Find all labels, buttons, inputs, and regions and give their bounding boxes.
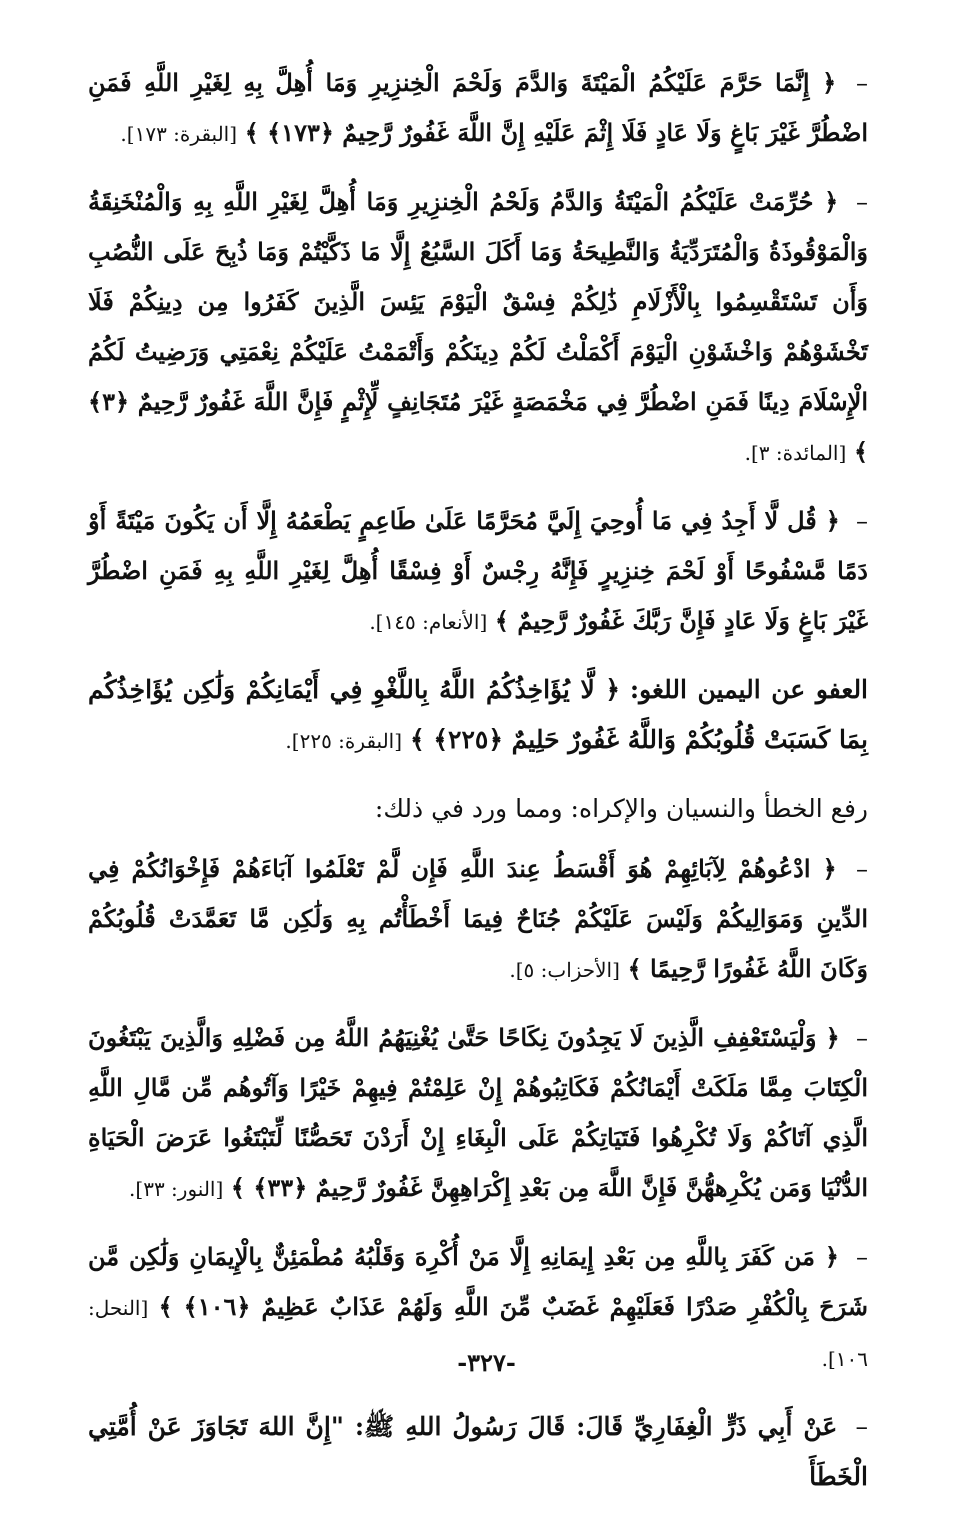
verse-reference: [النحل: ١٠٦]. <box>88 1296 868 1371</box>
verse-reference: [البقرة: ٢٢٥]. <box>285 729 403 753</box>
oath-paragraph <box>88 665 868 766</box>
quran-text: ﴿ مَن كَفَرَ بِاللَّهِ مِن بَعْدِ إِيمَانِهِ إِلَّا مَنْ أُكْرِهَ وَقَلْبُهُ مُطْمَئِنٌّ بِالْإِيمَانِ وَلَٰكِن مَّن شَرَحَ بِالْكُفْرِ صَدْرًا فَعَلَيْهِمْ غَضَبٌ مِّنَ اللَّهِ وَلَهُمْ عَذَابٌ عَظِيمٌ ﴿١٠٦﴾ ﴾ <box>88 1242 868 1321</box>
list-dash: – <box>856 1024 868 1052</box>
quran-text: ﴿ لَّا يُؤَاخِذُكُمُ اللَّهُ بِاللَّغْوِ فِي أَيْمَانِكُمْ وَلَٰكِن يُؤَاخِذُكُم بِمَا كَسَبَتْ قُلُوبُكُمْ وَاللَّهُ غَفُورٌ حَلِيمٌ ﴿٢٢٥﴾ ﴾ <box>88 675 868 754</box>
quran-text: ﴿ ادْعُوهُمْ لِآبَائِهِمْ هُوَ أَقْسَطُ عِندَ اللَّهِ فَإِن لَّمْ تَعْلَمُوا آبَاءَهُمْ فَإِخْوَانُكُمْ فِي الدِّينِ وَمَوَالِيكُمْ وَلَيْسَ عَلَيْكُمْ جُنَاحٌ فِيمَا أَخْطَأْتُم بِهِ وَلَٰكِن مَّا تَعَمَّدَتْ قُلُوبُكُمْ وَكَانَ اللَّهُ غَفُورًا رَّحِيمًا ﴾ <box>88 854 868 983</box>
verse-reference: [الأنعام: ١٤٥]. <box>369 610 488 634</box>
verse-reference: [النور: ٣٣]. <box>129 1177 224 1201</box>
list-dash: – <box>856 855 869 883</box>
section-heading: رفع الخطأ والنسيان والإكراه: ومما ورد في ذلك: <box>374 794 868 823</box>
verse-ahzab-5 <box>88 844 868 995</box>
section-lead: العفو عن اليمين اللغو: <box>629 675 869 704</box>
verse-reference: [المائدة: ٣]. <box>744 441 847 465</box>
quran-text: ﴿ قُل لَّا أَجِدُ فِي مَا أُوحِيَ إِلَيَّ مُحَرَّمًا عَلَىٰ طَاعِمٍ يَطْعَمُهُ إِلَّا أَن يَكُونَ مَيْتَةً أَوْ دَمًا مَّسْفُوحًا أَوْ لَحْمَ خِنزِيرٍ فَإِنَّهُ رِجْسٌ أَوْ فِسْقًا أُهِلَّ لِغَيْرِ اللَّهِ بِهِ فَمَنِ اضْطُرَّ غَيْرَ بَاغٍ وَلَا عَادٍ فَإِنَّ رَبَّكَ غَفُورٌ رَّحِيمٌ ﴾ <box>88 506 868 635</box>
hadith-paragraph <box>88 1402 868 1502</box>
hadith-text: عَنْ أَبِي ذَرٍّ الْغِفَارِيِّ قَالَ: قَالَ رَسُولُ اللهِ ﷺ: "إِنَّ اللهَ تَجَاوَزَ عَنْ أُمَّتِي الْخَطَأَ <box>88 1412 868 1491</box>
verse-reference: [البقرة: ١٧٣]. <box>120 122 238 146</box>
list-dash: – <box>856 188 868 216</box>
list-dash: – <box>856 507 868 535</box>
page-body <box>88 58 868 1520</box>
page-number: -٣٢٧- <box>457 1348 516 1377</box>
list-dash: – <box>855 1412 868 1441</box>
verse-reference: [الأحزاب: ٥]. <box>509 958 620 982</box>
verse-anam-145 <box>88 496 868 647</box>
verse-baqarah-173 <box>88 58 868 159</box>
quran-text: ﴿ وَلْيَسْتَعْفِفِ الَّذِينَ لَا يَجِدُونَ نِكَاحًا حَتَّىٰ يُغْنِيَهُمُ اللَّهُ مِن فَضْلِهِ وَالَّذِينَ يَبْتَغُونَ الْكِتَابَ مِمَّا مَلَكَتْ أَيْمَانُكُمْ فَكَاتِبُوهُمْ إِنْ عَلِمْتُمْ فِيهِمْ خَيْرًا وَآتُوهُم مِّن مَّالِ اللَّهِ الَّذِي آتَاكُمْ وَلَا تُكْرِهُوا فَتَيَاتِكُمْ عَلَى الْبِغَاءِ إِنْ أَرَدْنَ تَحَصُّنًا لِّتَبْتَغُوا عَرَضَ الْحَيَاةِ الدُّنْيَا وَمَن يُكْرِههُّنَّ فَإِنَّ اللَّهَ مِن بَعْدِ إِكْرَاهِهِنَّ غَفُورٌ رَّحِيمٌ ﴿٣٣﴾ ﴾ <box>88 1023 868 1202</box>
verse-maidah-3 <box>88 177 868 478</box>
list-dash: – <box>856 69 868 97</box>
list-dash: – <box>856 1243 868 1271</box>
quran-text: ﴿ حُرِّمَتْ عَلَيْكُمُ الْمَيْتَةُ وَالدَّمُ وَلَحْمُ الْخِنزِيرِ وَمَا أُهِلَّ لِغَيْرِ اللَّهِ بِهِ وَالْمُنْخَنِقَةُ وَالْمَوْقُوذَةُ وَالْمُتَرَدِّيَةُ وَالنَّطِيحَةُ وَمَا أَكَلَ السَّبُعُ إِلَّا مَا ذَكَّيْتُمْ وَمَا ذُبِحَ عَلَى النُّصُبِ وَأَن تَسْتَقْسِمُوا بِالْأَزْلَامِ ذَٰلِكُمْ فِسْقٌ الْيَوْمَ يَئِسَ الَّذِينَ كَفَرُوا مِن دِينِكُمْ فَلَا تَخْشَوْهُمْ وَاخْشَوْنِ الْيَوْمَ أَكْمَلْتُ لَكُمْ دِينَكُمْ وَأَتْمَمْتُ عَلَيْكُمْ نِعْمَتِي وَرَضِيتُ لَكُمُ الْإِسْلَامَ دِينًا فَمَنِ اضْطُرَّ فِي مَخْمَصَةٍ غَيْرَ مُتَجَانِفٍ لِّإِثْمٍ فَإِنَّ اللَّهَ غَفُورٌ رَّحِيمٌ ﴿٣﴾ ﴾ <box>88 187 868 466</box>
quran-text: ﴿ إِنَّمَا حَرَّمَ عَلَيْكُمُ الْمَيْتَةَ وَالدَّمَ وَلَحْمَ الْخِنزِيرِ وَمَا أُهِلَّ بِهِ لِغَيْرِ اللَّهِ فَمَنِ اضْطُرَّ غَيْرَ بَاغٍ وَلَا عَادٍ فَلَا إِثْمَ عَلَيْهِ إِنَّ اللَّهَ غَفُورٌ رَّحِيمٌ ﴿١٧٣﴾ ﴾ <box>88 68 868 147</box>
verse-nur-33 <box>88 1013 868 1214</box>
